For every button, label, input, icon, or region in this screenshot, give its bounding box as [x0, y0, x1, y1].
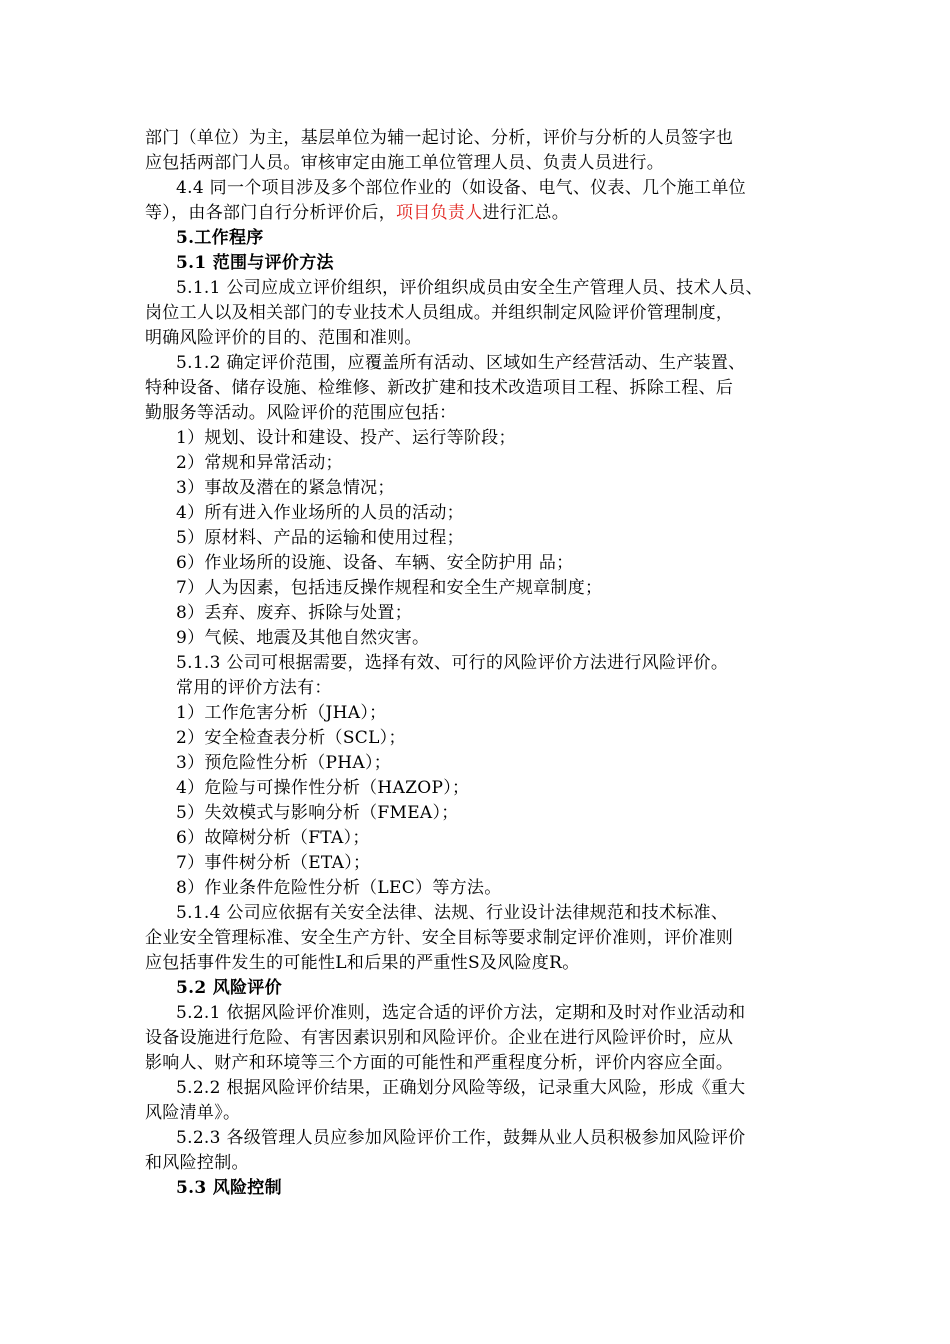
paragraph-line: 应包括两部门人员。审核审定由施工单位管理人员、负责人员进行。: [145, 153, 664, 173]
list-item: 3）预危险性分析（PHA）；: [176, 753, 392, 773]
paragraph-line: 常用的评价方法有：: [176, 678, 332, 698]
list-item: 9）气候、地震及其他自然灾害。: [176, 628, 430, 648]
highlighted-text: 项目负责人: [396, 203, 483, 223]
list-item: 6）作业场所的设施、设备、车辆、安全防护用 品；: [176, 553, 574, 573]
paragraph-line: 特种设备、储存设施、检维修、新改扩建和技术改造项目工程、拆除工程、后: [145, 378, 734, 398]
paragraph-line: 风险清单》。: [145, 1103, 241, 1123]
paragraph-line: 5.2.2 根据风险评价结果，正确划分风险等级，记录重大风险，形成《重大: [176, 1078, 746, 1098]
paragraph-line: 勤服务等活动。风险评价的范围应包括：: [145, 403, 457, 423]
list-item: 6）故障树分析（FTA）；: [176, 828, 370, 848]
list-item: 3）事故及潜在的紧急情况；: [176, 478, 395, 498]
list-item: 2）安全检查表分析（SCL）；: [176, 728, 406, 748]
list-item: 7）人为因素，包括违反操作规程和安全生产规章制度；: [176, 578, 603, 598]
paragraph-line: 5.1.4 公司应依据有关安全法律、法规、行业设计法律规范和技术标准、: [176, 903, 729, 923]
list-item: 5）失效模式与影响分析（FMEA）；: [176, 803, 459, 823]
list-item: 4）危险与可操作性分析（HAZOP）；: [176, 778, 470, 798]
paragraph-line: 5.1.2 确定评价范围，应覆盖所有活动、区域如生产经营活动、生产装置、: [176, 353, 746, 373]
list-item: 1）规划、设计和建设、投产、运行等阶段；: [176, 428, 516, 448]
paragraph-line: 应包括事件发生的可能性L和后果的严重性S及风险度R。: [145, 953, 580, 973]
paragraph-line: 设备设施进行危险、有害因素识别和风险评价。企业在进行风险评价时，应从: [145, 1028, 734, 1048]
subsection-heading: 5.3 风险控制: [176, 1178, 282, 1198]
line-text: 等），由各部门自行分析评价后，: [145, 203, 396, 223]
list-item: 8）作业条件危险性分析（LEC）等方法。: [176, 878, 502, 898]
list-item: 8）丢弃、废弃、拆除与处置；: [176, 603, 413, 623]
paragraph-line: 明确风险评价的目的、范围和准则。: [145, 328, 422, 348]
list-item: 1）工作危害分析（JHA）；: [176, 703, 387, 723]
list-item: 5）原材料、产品的运输和使用过程；: [176, 528, 464, 548]
list-item: 2）常规和异常活动；: [176, 453, 343, 473]
paragraph-line: 企业安全管理标准、安全生产方针、安全目标等要求制定评价准则，评价准则: [145, 928, 734, 948]
line-text: 进行汇总。: [482, 203, 569, 223]
paragraph-line: 影响人、财产和环境等三个方面的可能性和严重程度分析，评价内容应全面。: [145, 1053, 734, 1073]
paragraph-line: [145, 201, 569, 226]
paragraph-line: 4.4 同一个项目涉及多个部位作业的（如设备、电气、仪表、几个施工单位: [176, 178, 746, 198]
paragraph-line: 5.2.3 各级管理人员应参加风险评价工作，鼓舞从业人员积极参加风险评价: [176, 1128, 746, 1148]
paragraph-line: 岗位工人以及相关部门的专业技术人员组成。并组织制定风险评价管理制度，: [145, 303, 734, 323]
subsection-heading: 5.2 风险评价: [176, 978, 282, 998]
paragraph-line: 部门（单位）为主，基层单位为辅一起讨论、分析，评价与分析的人员签字也: [145, 128, 734, 148]
section-heading: 5.工作程序: [176, 228, 264, 248]
paragraph-line: 和风险控制。: [145, 1153, 249, 1173]
paragraph-line: 5.1.1 公司应成立评价组织，评价组织成员由安全生产管理人员、技术人员、: [176, 278, 763, 298]
list-item: 7）事件树分析（ETA）；: [176, 853, 371, 873]
list-item: 4）所有进入作业场所的人员的活动；: [176, 503, 464, 523]
paragraph-line: 5.1.3 公司可根据需要，选择有效、可行的风险评价方法进行风险评价。: [176, 653, 729, 673]
subsection-heading: 5.1 范围与评价方法: [176, 253, 334, 273]
paragraph-line: 5.2.1 依据风险评价准则，选定合适的评价方法，定期和及时对作业活动和: [176, 1003, 746, 1023]
